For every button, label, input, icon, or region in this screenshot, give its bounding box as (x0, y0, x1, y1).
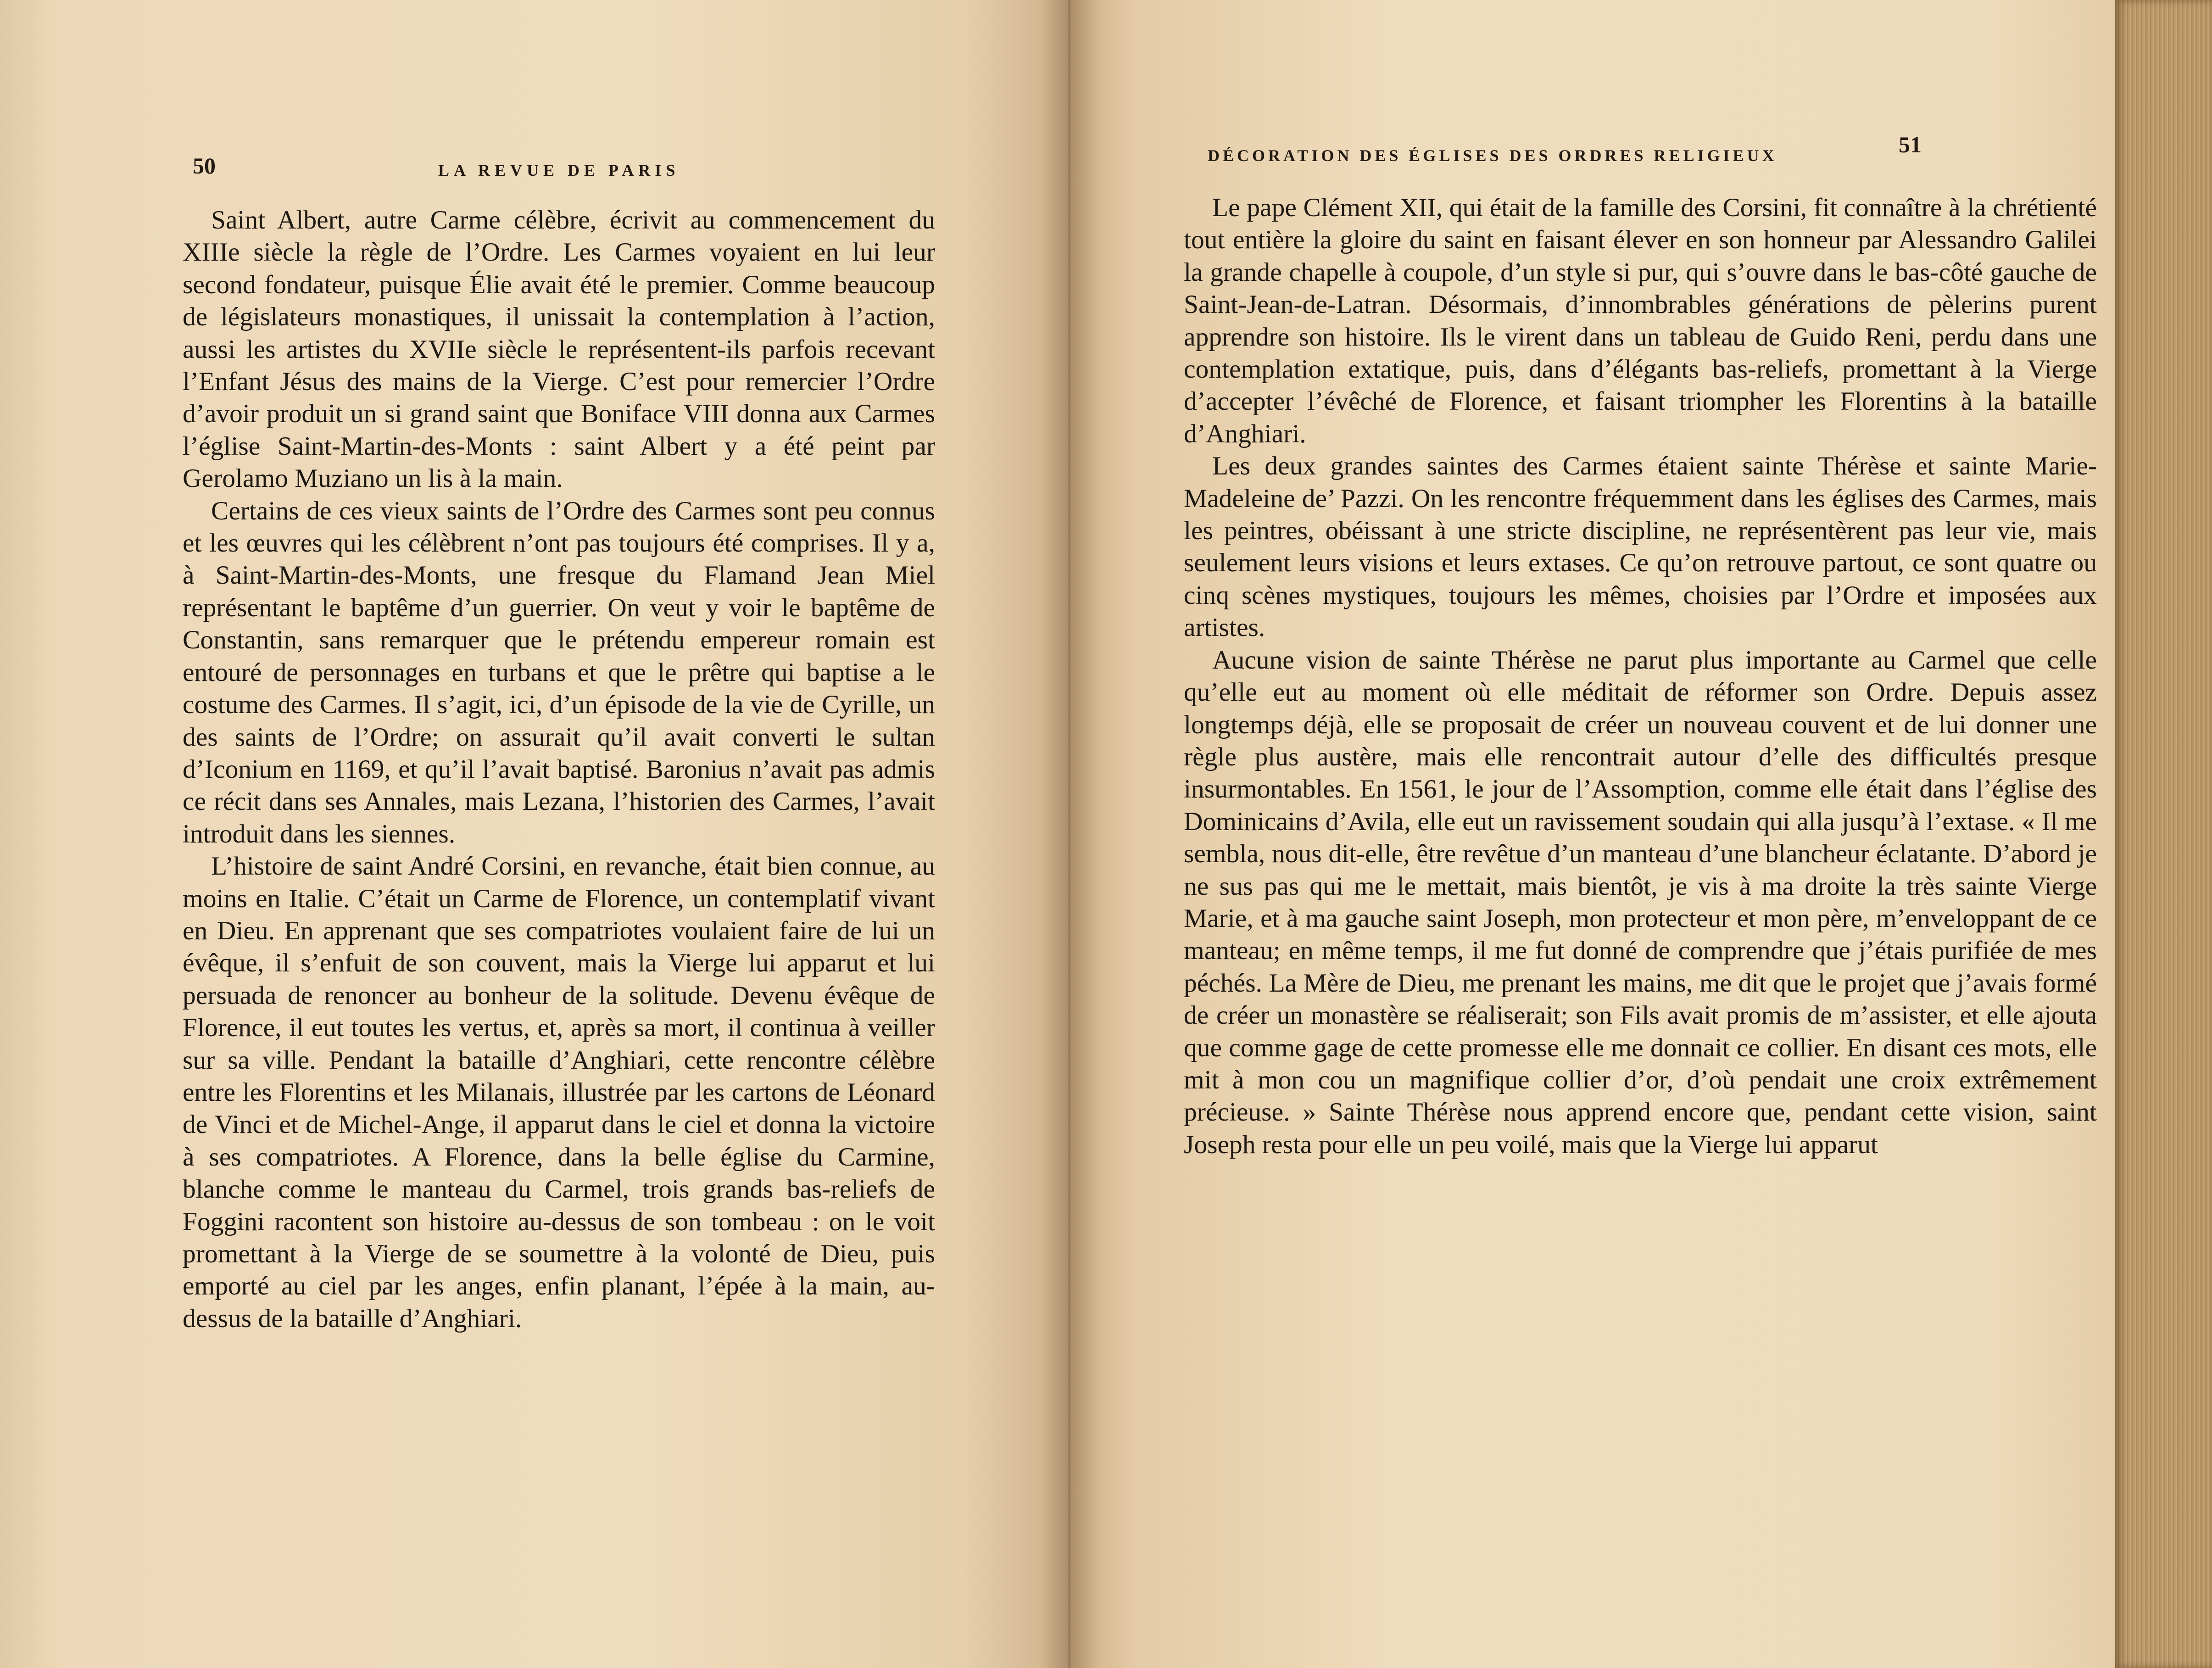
paragraph: L’histoire de saint André Corsini, en revanche, était bien connue, au moins en Italie. C’était un Carme de Florence, un contemplatif vivant en Dieu. En apprenant que ses compatriotes voulaient faire de lui un évêque, il s’enfuit de son couvent, mais la Vierge lui apparut et lui persuada de renoncer au bonheur de la solitude. Devenu évêque de Florence, il eut toutes les vertus, et, après sa mort, il continua à veiller sur sa ville. Pendant la bataille d’Anghiari, cette rencontre célèbre entre les Florentins et les Milanais, illustrée par les cartons de Léonard de Vinci et de Michel-Ange, il apparut dans le ciel et donna la victoire à ses compatriotes. A Florence, dans la belle église du Carmine, blanche comme le manteau du Carmel, trois grands bas-reliefs de Foggini racontent son histoire au-dessus de son tombeau : on le voit promettant à la Vierge de se soumettre à la volonté de Dieu, puis emporté au ciel par les anges, enfin planant, l’épée à la main, au-dessus de la bataille d’Anghiari. (183, 852, 935, 1333)
left-text-block (183, 204, 935, 1335)
page-number: 50 (193, 153, 216, 179)
running-head: DÉCORATION DES ÉGLISES DES ORDRES RELIGIEUX (1208, 146, 1777, 165)
right-page (1069, 0, 2152, 1668)
paragraph: Aucune vision de sainte Thérèse ne parut plus importante au Carmel que celle qu’elle eut au moment où elle méditait de réformer son Ordre. Depuis assez longtemps déjà, elle se proposait de créer un nouveau couvent et de lui donner une règle plus austère, mais elle rencontrait autour d’elle des difficultés presque insurmontables. En 1561, le jour de l’Assomption, comme elle était dans l’église des Dominicains d’Avila, elle eut un ravissement soudain qui alla jusqu’à l’extase. « Il me sembla, nous dit-elle, être revêtue d’un manteau d’une blancheur éclatante. D’abord je ne sus pas qui me le mettait, mais bientôt, je vis à ma droite la très sainte Vierge Marie, et à ma gauche saint Joseph, mon protecteur et mon père, m’enveloppant de ce manteau; en même temps, il me fut donné de comprendre que j’étais purifiée de mes péchés. La Mère de Dieu, me prenant les mains, me dit que le projet que j’avais formé de créer un monastère se réaliserait; son Fils avait promis de m’assister, et elle ajouta que comme gage de cette promesse elle me donnait ce collier. En disant ces mots, elle mit à mon cou un magnifique collier d’or, d’où pendait une croix extrêmement précieuse. » Sainte Thérèse nous apprend encore que, pendant cette vision, saint Joseph resta pour elle un peu voilé, mais que la Vierge lui apparut (1184, 645, 2097, 1159)
page-number: 51 (1899, 132, 1922, 157)
paragraph: Certains de ces vieux saints de l’Ordre des Carmes sont peu connus et les œuvres qui les célèbrent n’ont pas toujours été comprises. Il y a, à Saint-Martin-des-Monts, une fresque du Flamand Jean Miel représentant le baptême d’un guerrier. On veut y voir le baptême de Constantin, sans remarquer que le prétendu empereur romain est entouré de personnages en turbans et que le prêtre qui baptise a le costume des Carmes. Il s’agit, ici, d’un épisode de la vie de Cyrille, un des saints de l’Ordre; on assurait qu’il avait converti le sultan d’Iconium en 1169, et qu’il l’avait baptisé. Baronius n’avait pas admis ce récit dans ses Annales, mais Lezana, l’historien des Carmes, l’avait introduit dans les siennes. (183, 496, 935, 848)
paragraph: Les deux grandes saintes des Carmes étaient sainte Thérèse et sainte Marie-Madeleine de’ Pazzi. On les rencontre fréquemment dans les églises des Carmes, mais les peintres, obéissant à une stricte discipline, ne représentèrent pas leur vie, mais seulement leurs visions et leurs extases. Ce qu’on retrouve partout, ce sont quatre ou cinq scènes mystiques, toujours les mêmes, choisies par l’Ordre et imposées aux artistes. (1184, 452, 2097, 642)
gutter-shadow (1039, 0, 1099, 1668)
left-page (0, 0, 1069, 1668)
running-head: LA REVUE DE PARIS (438, 161, 680, 179)
page-edges (2115, 0, 2212, 1668)
paragraph: Le pape Clément XII, qui était de la famille des Corsini, fit connaître à la chrétienté tout entière la gloire du saint en faisant élever en son honneur par Alessandro Galilei la grande chapelle à coupole, d’un style si pur, qui s’ouvre dans le bas-côté gauche de Saint-Jean-de-Latran. Désormais, d’innombrables générations de pèlerins purent apprendre son histoire. Ils le virent dans un tableau de Guido Reni, perdu dans une contemplation extatique, puis, dans d’élégants bas-reliefs, promettant à la Vierge d’accepter l’évêché de Florence, et faisant triompher les Florentins à la bataille d’Anghiari. (1184, 193, 2097, 448)
paragraph: Saint Albert, autre Carme célèbre, écrivit au commencement du XIIIe siècle la règle de l’Ordre. Les Carmes voyaient en lui leur second fondateur, puisque Élie avait été le premier. Comme beaucoup de législateurs monastiques, il unissait la contemplation à l’action, aussi les artistes du XVIIe siècle le représentent-ils parfois recevant l’Enfant Jésus des mains de la Vierge. C’est pour remercier l’Ordre d’avoir produit un si grand saint que Boniface VIII donna aux Carmes l’église Saint-Martin-des-Monts : saint Albert y a été peint par Gerolamo Muziano un lis à la main. (183, 206, 935, 493)
right-text-block (1184, 192, 2097, 1161)
